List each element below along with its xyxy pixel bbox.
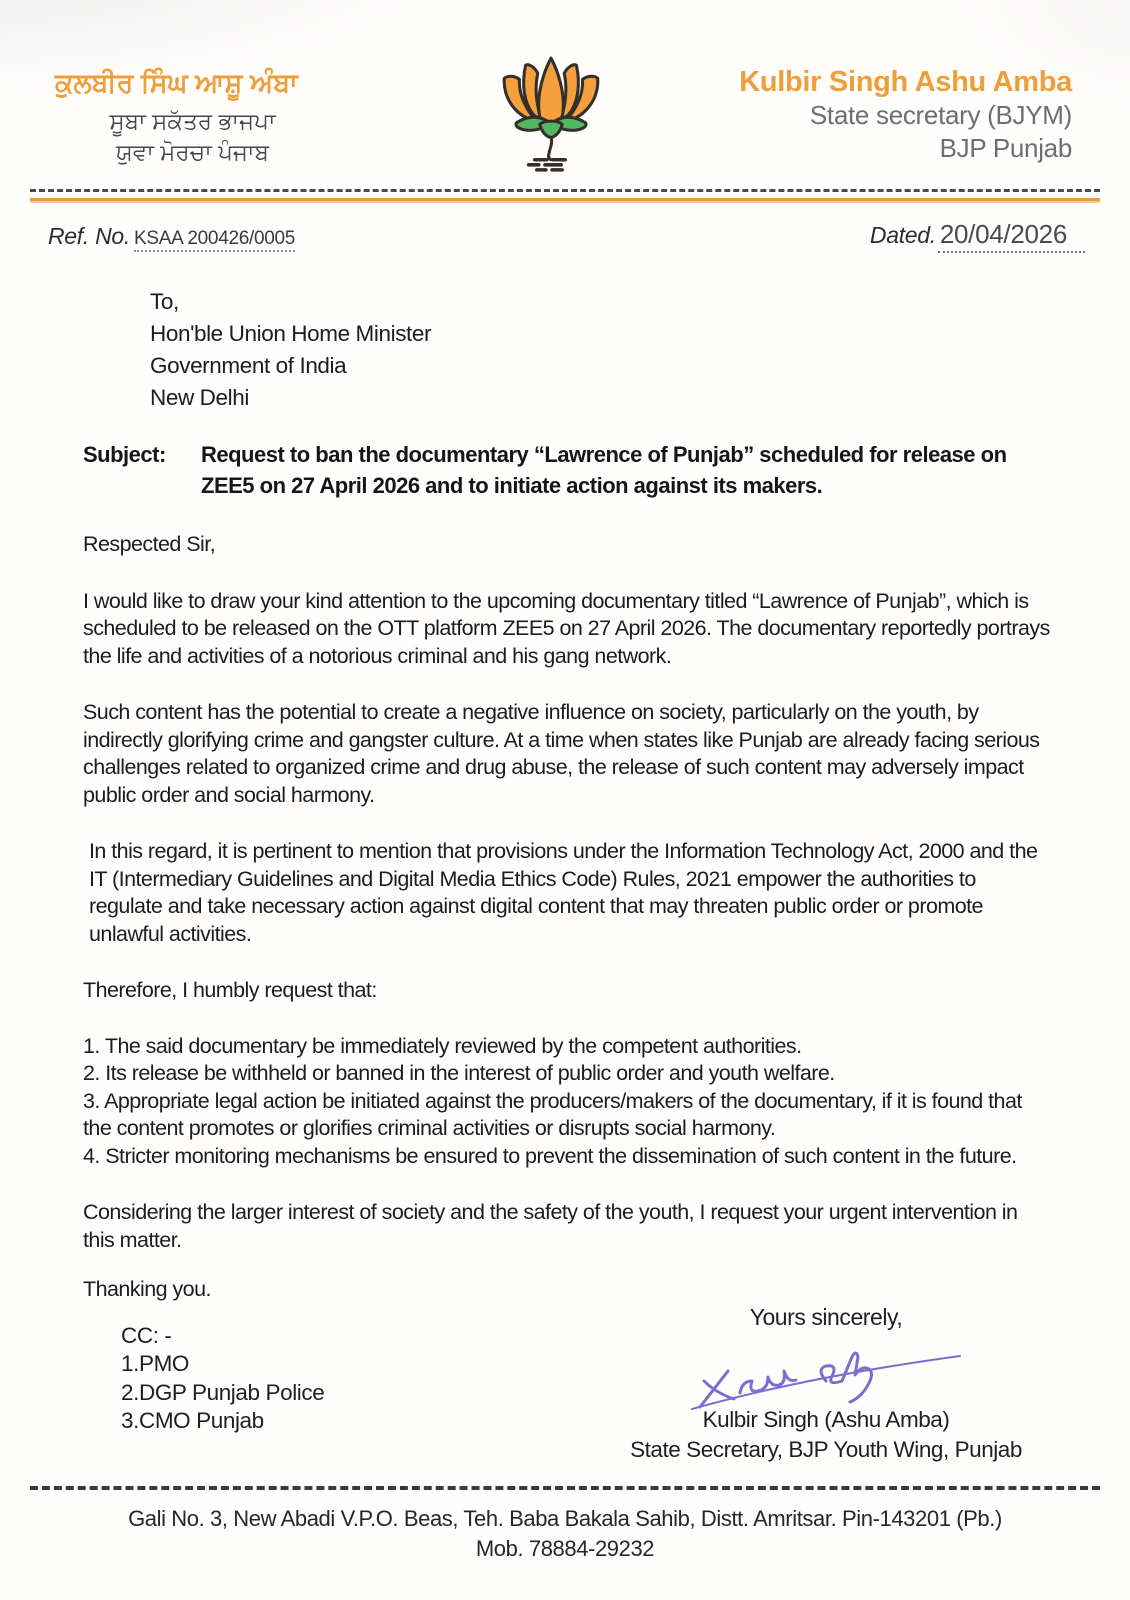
footer-mobile: Mob. 78884-29232 — [475, 1536, 655, 1561]
dated-label: Dated. — [869, 222, 936, 248]
handwritten-signature-icon — [676, 1331, 976, 1411]
sender-title-english-1: State secretary (BJYM) — [809, 100, 1072, 130]
letterhead — [0, 0, 1130, 181]
cc-item: 2.DGP Punjab Police — [121, 1379, 325, 1405]
recipient-line: Hon'ble Union Home Minister — [150, 321, 432, 346]
sender-name-english: Kulbir Singh Ashu Amba — [739, 66, 1072, 98]
signature-block — [601, 1304, 1051, 1465]
request-intro: Therefore, I humbly request that: — [83, 978, 377, 1002]
reference-row — [0, 201, 1130, 250]
paragraph-3: In this regard, it is pertinent to mention that provisions under the Information Technology Act, 2000 and the IT (Intermediary Guidelines and Digital Media Ethics Code) Rules, 2021 empower the authorities to regulate and take necessary action against digital content that may threaten public order or promote unlawful activities. — [89, 839, 1038, 946]
cc-block — [121, 1322, 324, 1465]
footer — [0, 1486, 1130, 1564]
sender-title-english-2: BJP Punjab — [939, 133, 1072, 163]
ref-number — [48, 223, 295, 250]
request-item-1: 1. The said documentary be immediately reviewed by the competent authorities. — [83, 1033, 802, 1058]
dated-value: 20/04/2026 — [938, 219, 1085, 253]
subject-label: Subject: — [83, 442, 166, 467]
bjp-lotus-logo — [365, 50, 737, 181]
request-item-4: 4. Stricter monitoring mechanisms be ensured to prevent the dissemination of such content in the future. — [83, 1143, 1017, 1168]
bjp-lotus-icon — [490, 50, 612, 176]
valediction: Yours sincerely, — [749, 1303, 903, 1330]
sender-title-punjabi-1: ਸੂਬਾ ਸਕੱਤਰ ਭਾਜਪਾ — [109, 108, 276, 134]
sender-title-punjabi-2: ਯੁਵਾ ਮੋਰਚਾ ਪੰਜਾਬ — [116, 139, 269, 165]
letter-body — [0, 286, 1130, 1304]
header-divider — [30, 189, 1100, 201]
signatory-title: State Secretary, BJP Youth Wing, Punjab — [630, 1436, 1022, 1462]
paragraph-1: I would like to draw your kind attention to the upcoming documentary titled “Lawrence of Punjab”, which is scheduled to be released on the OTT platform ZEE5 on 27 April 2026. The documentary reportedly portrays the life and activities of a notorious criminal and his gang network. — [83, 588, 1050, 668]
cc-item: 3.CMO Punjab — [121, 1408, 264, 1433]
request-list — [83, 1033, 1051, 1171]
signatory-name: Kulbir Singh (Ashu Amba) — [702, 1406, 950, 1432]
cc-item: 1.PMO — [121, 1351, 190, 1376]
subject-text: Request to ban the documentary “Lawrence of Punjab” scheduled for release on ZEE5 on 27 April 2026 and to initiate action against its makers. — [201, 442, 1007, 498]
request-item-3: 3. Appropriate legal action be initiated against the producers/makers of the documentary, if it is found that the content promotes or glorifies criminal activities or disrupts social harmony. — [83, 1088, 1022, 1140]
recipient-to: To, — [150, 289, 179, 314]
thanking-line: Thanking you. — [83, 1277, 211, 1301]
letterhead-english-block — [737, 66, 1072, 165]
greeting: Respected Sir, — [83, 532, 216, 556]
ref-value: KSAA 200426/0005 — [134, 228, 295, 252]
recipient-line: New Delhi — [150, 385, 249, 410]
footer-divider — [30, 1486, 1100, 1490]
closing-paragraph: Considering the larger interest of society and the safety of the youth, I request your urgent intervention in this matter. — [83, 1200, 1018, 1252]
recipient-block — [150, 286, 1051, 414]
sender-name-punjabi: ਕੁਲਬੀਰ ਸਿੰਘ ਆਸ਼ੂ ਅੰਬਾ — [55, 68, 298, 98]
letterhead-punjabi-block — [55, 68, 365, 168]
ref-label: Ref. No. — [48, 223, 130, 249]
closing-block — [0, 1304, 1130, 1465]
recipient-line: Government of India — [150, 353, 347, 378]
cc-label: CC: - — [121, 1322, 172, 1348]
subject-line — [83, 439, 1051, 501]
footer-address: Gali No. 3, New Abadi V.P.O. Beas, Teh. Baba Bakala Sahib, Distt. Amritsar. Pin-143201 (Pb.) — [128, 1506, 1002, 1531]
dated — [870, 219, 1085, 250]
paragraph-2: Such content has the potential to create a negative influence on society, particularly on the youth, by indirectly glorifying crime and gangster culture. At a time when states like Punjab are already facing serious challenges related to organized crime and drug abuse, the release of such content may adversely impact public order and social harmony. — [83, 700, 1040, 807]
request-item-2: 2. Its release be withheld or banned in the interest of public order and youth welfare. — [83, 1061, 835, 1085]
